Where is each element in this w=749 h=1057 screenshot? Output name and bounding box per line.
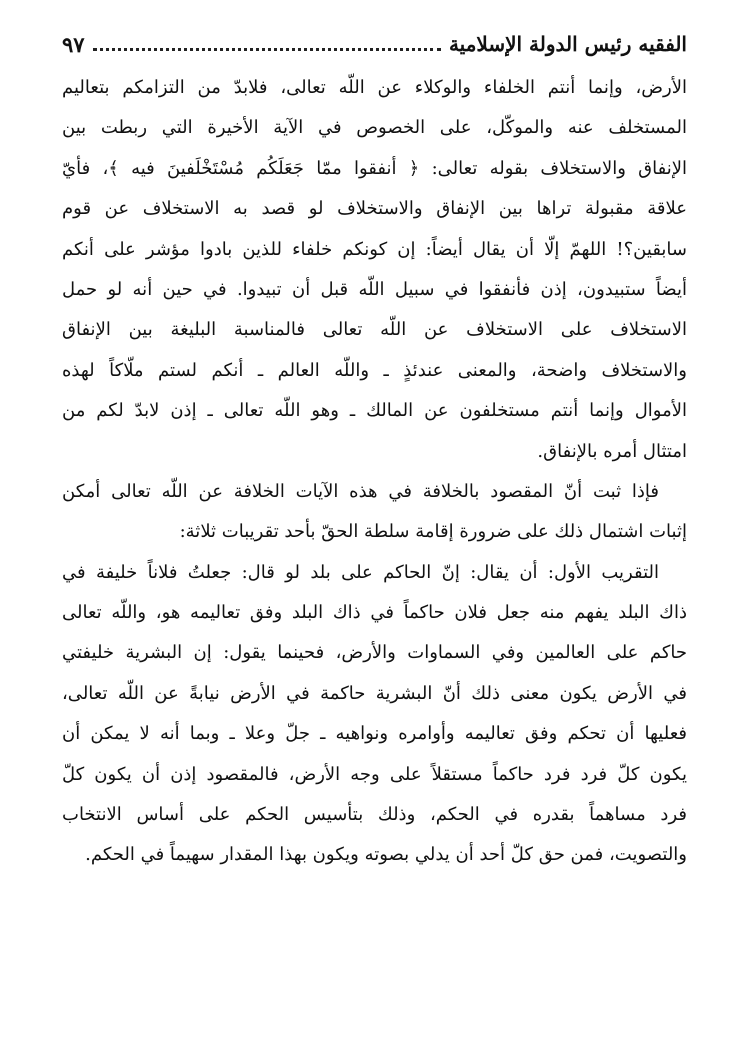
running-header <box>62 28 687 60</box>
running-title: الفقيه رئيس الدولة الإسلامية <box>448 32 687 56</box>
text-line: الإنفاق والاستخلاف بقوله تعالى: ﴿ أنفقوا ممّا جَعَلَكُم مُسْتَخْلَفينَ فيه ﴾، فأيّ <box>62 157 687 179</box>
text-line: فرد مساهماً بقدره في الحكم، وذلك بتأسيس الحكم على أساس الانتخاب <box>62 804 687 826</box>
text-line: حاكم على العالمين وفي السماوات والأرض، فحينما يقول: إن البشرية خليفتي <box>62 642 687 664</box>
text-line: الأرض، وإنما أنتم الخلفاء والوكلاء عن اللّه تعالى، فلابدّ من التزامكم بتعاليم <box>62 77 687 98</box>
text-line: إثبات اشتمال ذلك على ضرورة إقامة سلطة الحقّ بأحد تقريبات ثلاثة: <box>179 521 687 543</box>
text-line: امتثال أمره بالإنفاق. <box>537 440 687 462</box>
text-line: الأموال وإنما أنتم مستخلفون عن المالك ـ وهو اللّه تعالى ـ إذن لابدّ لكم من <box>62 400 687 422</box>
text-line: علاقة مقبولة تراها بين الإنفاق والاستخلاف لو قصد به الاستخلاف عن قوم <box>62 198 687 220</box>
text-line: المستخلف عنه والموكّل، على الخصوص في الآية الأخيرة التي ربطت بين <box>62 117 687 139</box>
text-line: فإذا ثبت أنّ المقصود بالخلافة في هذه الآيات الخلافة عن اللّه تعالى أمكن <box>62 480 659 502</box>
paragraph-3 <box>62 553 687 876</box>
text-line: والاستخلاف واضحة، والمعنى عندئذٍ ـ واللّه العالم ـ أنكم لستم ملّاكاً لهذه <box>62 359 687 381</box>
text-line: والتصويت، فمن حق كلّ أحد أن يدلي بصوته ويكون بهذا المقدار سهيماً في الحكم. <box>85 844 687 866</box>
text-line: سابقين؟! اللهمّ إلّا أن يقال أيضاً: إن كونكم خلفاء للذين بادوا مؤشر على أنكم <box>62 238 687 260</box>
text-line: التقريب الأول: أن يقال: إنّ الحاكم على بلد لو قال: جعلتُ فلاناً خليفة في <box>62 561 659 583</box>
body-text <box>62 68 687 876</box>
text-line: الاستخلاف على الاستخلاف عن اللّه تعالى فالمناسبة البليغة بين الإنفاق <box>62 319 687 341</box>
text-line: فعليها أن تحكم وفق تعاليمه وأوامره ونواهيه ـ جلّ وعلا ـ وبما أنه لا يمكن أن <box>62 723 687 745</box>
page-number: ٩٧ <box>62 31 85 57</box>
text-line: ذاك البلد يفهم منه جعل فلان حاكماً في ذاك البلد وفق تعاليمه هو، واللّه تعالى <box>62 602 687 624</box>
text-line: يكون كلّ فرد فرد حاكماً مستقلاً على وجه الأرض، فالمقصود إذن أن يكون كلّ <box>62 763 687 785</box>
paragraph-2 <box>62 472 687 553</box>
text-line: أيضاً ستبيدون، إذن فأنفقوا في سبيل اللّه قبل أن تبيدوا. في حين أنه لو حمل <box>62 278 687 300</box>
text-line: في الأرض يكون معنى ذلك أنّ البشرية حاكمة في الأرض نيابةً عن اللّه تعالى، <box>62 682 687 704</box>
dotted-leader <box>93 48 441 51</box>
paragraph-1 <box>62 68 687 472</box>
